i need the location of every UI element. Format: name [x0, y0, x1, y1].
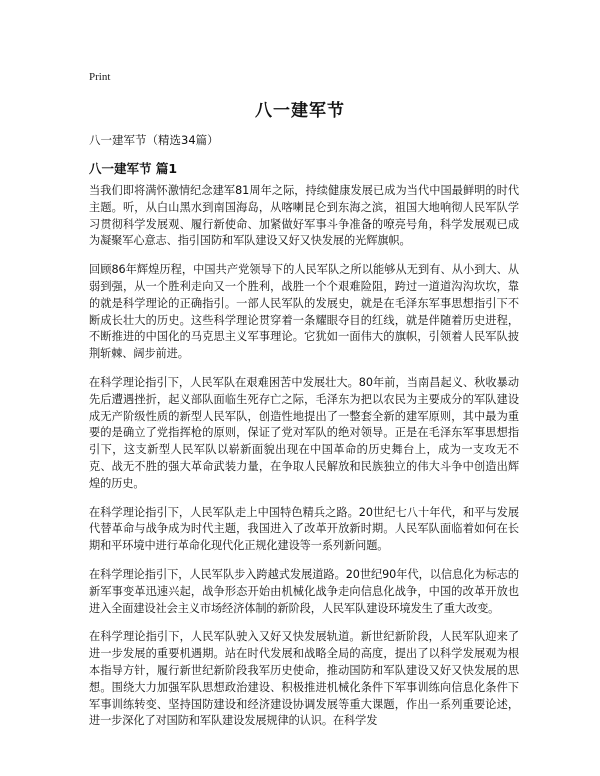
document-title: 八一建军节: [255, 101, 345, 121]
document-subtitle: 八一建军节（精选34篇）: [89, 133, 219, 147]
paragraph-5: 在科学理论指引下，人民军队步入跨越式发展道路。20世纪90年代，以信息化为标志的新军事变革迅速兴起，战争形态开始由机械化战争走向信息化战争，中国的改革开放也进入全面建设社会主义市场经济体制的新阶段，人民军队建设环境发生了重大改变。: [89, 567, 519, 615]
section-heading: 八一建军节 篇1: [89, 161, 178, 176]
paragraph-3: 在科学理论指引下，人民军队在艰难困苦中发展壮大。80年前，当南昌起义、秋收暴动先后遭遇挫折，起义部队面临生死存亡之际，毛泽东为把以农民为主要成分的军队建设成无产阶级性质的新型人民军队，创造性地提出了一整套全新的建军原则，其中最为重要的是确立了党指挥枪的原则，保证了党对军队的绝对领导。正是在毛泽东军事思想指引下，这支新型人民军队以崭新面貌出现在中国革命的历史舞台上，成为一支攻无不克、战无不胜的强大革命武装力量，在争取人民解放和民族独立的伟大斗争中创造出辉煌的历史。: [89, 375, 519, 490]
paragraph-6: 在科学理论指引下，人民军队驶入又好又快发展轨道。新世纪新阶段，人民军队迎来了进一步发展的重要机遇期。站在时代发展和战略全局的高度，提出了以科学发展观为根本指导方针，履行新世纪新阶段我军历史使命，推动国防和军队建设又好又快发展的思想。围绕大力加强军队思想政治建设、积极推进机械化条件下军事训练向信息化条件下军事训练转变、坚持国防建设和经济建设协调发展等重大课题，作出一系列重要论述，进一步深化了对国防和军队建设发展规律的认识。在科学发: [89, 630, 519, 728]
paragraph-4: 在科学理论指引下，人民军队走上中国特色精兵之路。20世纪七八十年代，和平与发展代替革命与战争成为时代主题，我国进入了改革开放新时期。人民军队面临着如何在长期和平环境中进行革命化现代化正规化建设等一系列新问题。: [89, 505, 519, 553]
article-body: [89, 183, 519, 742]
print-link[interactable]: Print: [89, 71, 111, 83]
paragraph-2: 回顾86年辉煌历程，中国共产党领导下的人民军队之所以能够从无到有、从小到大、从弱到强，从一个胜利走向又一个胜利，战胜一个个艰难险阻，跨过一道道沟沟坎坎，靠的就是科学理论的正确指引。一部人民军队的发展史，就是在毛泽东军事思想指引下不断成长壮大的历史。这些科学理论贯穿着一条耀眼夺目的红线，就是伴随着历史进程，不断推进的中国化的马克思主义军事理论。它犹如一面伟大的旗帜，引领着人民军队披荆斩棘、阔步前进。: [89, 263, 519, 361]
paragraph-1: 当我们即将满怀激情纪念建军81周年之际，持续健康发展已成为当代中国最鲜明的时代主题。听，从白山黑水到南国海岛，从喀喇昆仑到东海之滨，祖国大地响彻人民军队学习贯彻科学发展观、履行新使命、加紧做好军事斗争准备的嘹亮号角，科学发展观已成为凝聚军心意志、指引国防和军队建设又好又快发展的光辉旗帜。: [89, 184, 519, 248]
